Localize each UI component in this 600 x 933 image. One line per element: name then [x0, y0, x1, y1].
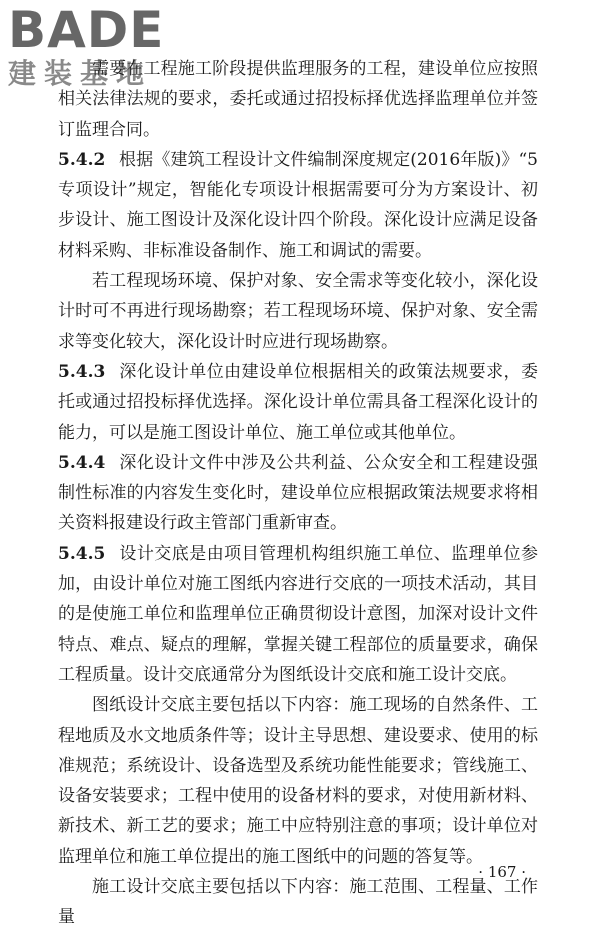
paragraph-construction-disclosure — [58, 872, 538, 933]
paragraph-text: 图纸设计交底主要包括以下内容：施工现场的自然条件、工程地质及水文地质条件等；设计主导思想、建设要求、使用的标准规范；系统设计、设备选型及系统功能性能要求；管线施工、设备安装要求；工程中使用的设备材料的要求，对使用新材料、新技术、新工艺的要求；施工中应特别注意的事项；设计单位对监理单位和施工单位提出的施工图纸中的问题的答复等。 — [58, 695, 538, 867]
clause-5-4-2 — [58, 145, 555, 266]
clause-number: 5.4.5 — [58, 543, 106, 564]
watermark-chinese-text: 建装基地 — [8, 57, 153, 90]
clause-number: 5.4.4 — [58, 452, 106, 473]
paragraph-drawing-disclosure — [58, 690, 538, 872]
paragraph-5-4-2-survey — [58, 266, 538, 357]
paragraph-text: 需要在工程施工阶段提供监理服务的工程，建设单位应按照相关法律法规的要求，委托或通过招投标择优选择监理单位并签订监理合同。 — [58, 59, 538, 140]
clause-5-4-3 — [58, 357, 538, 448]
paragraph-text: 施工设计交底主要包括以下内容：施工范围、工程量、工作量 — [58, 877, 538, 928]
paragraph-text: 设计交底是由项目管理机构组织施工单位、监理单位参加，由设计单位对施工图纸内容进行交底的一项技术活动，其目的是使施工单位和监理单位正确贯彻设计意图，加深对设计文件特点、难点、疑点的理解，掌握关键工程部位的质量要求，确保工程质量。设计交底通常分为图纸设计交底和施工设计交底。 — [58, 543, 538, 685]
paragraph-text: 根据《建筑工程设计文件编制深度规定(2016年版)》“5 专项设计”规定，智能化专项设计根据需要可分为方案设计、初步设计、施工图设计及深化设计四个阶段。深化设计应满足设备材料采购、非标准设备制作、施工和调试的需要。 — [58, 149, 555, 261]
clause-number: 5.4.3 — [58, 361, 106, 382]
paragraph-text: 深化设计单位由建设单位根据相关的政策法规要求，委托或通过招投标择优选择。深化设计单位需具备工程深化设计的能力，可以是施工图设计单位、施工单位或其他单位。 — [58, 361, 538, 443]
paragraph-text: 若工程现场环境、保护对象、安全需求等变化较小，深化设计时可不再进行现场勘察；若工程现场环境、保护对象、安全需求等变化较大，深化设计时应进行现场勘察。 — [58, 271, 538, 352]
clause-5-4-5 — [58, 539, 538, 690]
clause-number: 5.4.2 — [58, 149, 106, 170]
page-body — [58, 54, 555, 933]
paragraph-continuation — [58, 54, 538, 145]
watermark-latin-text: BADE — [8, 1, 165, 59]
paragraph-text: 深化设计文件中涉及公共利益、公众安全和工程建设强制性标准的内容发生变化时，建设单位应根据政策法规要求将相关资料报建设行政主管部门重新审查。 — [58, 452, 538, 534]
clause-5-4-4 — [58, 448, 538, 539]
page-number: · 167 · — [478, 863, 526, 881]
